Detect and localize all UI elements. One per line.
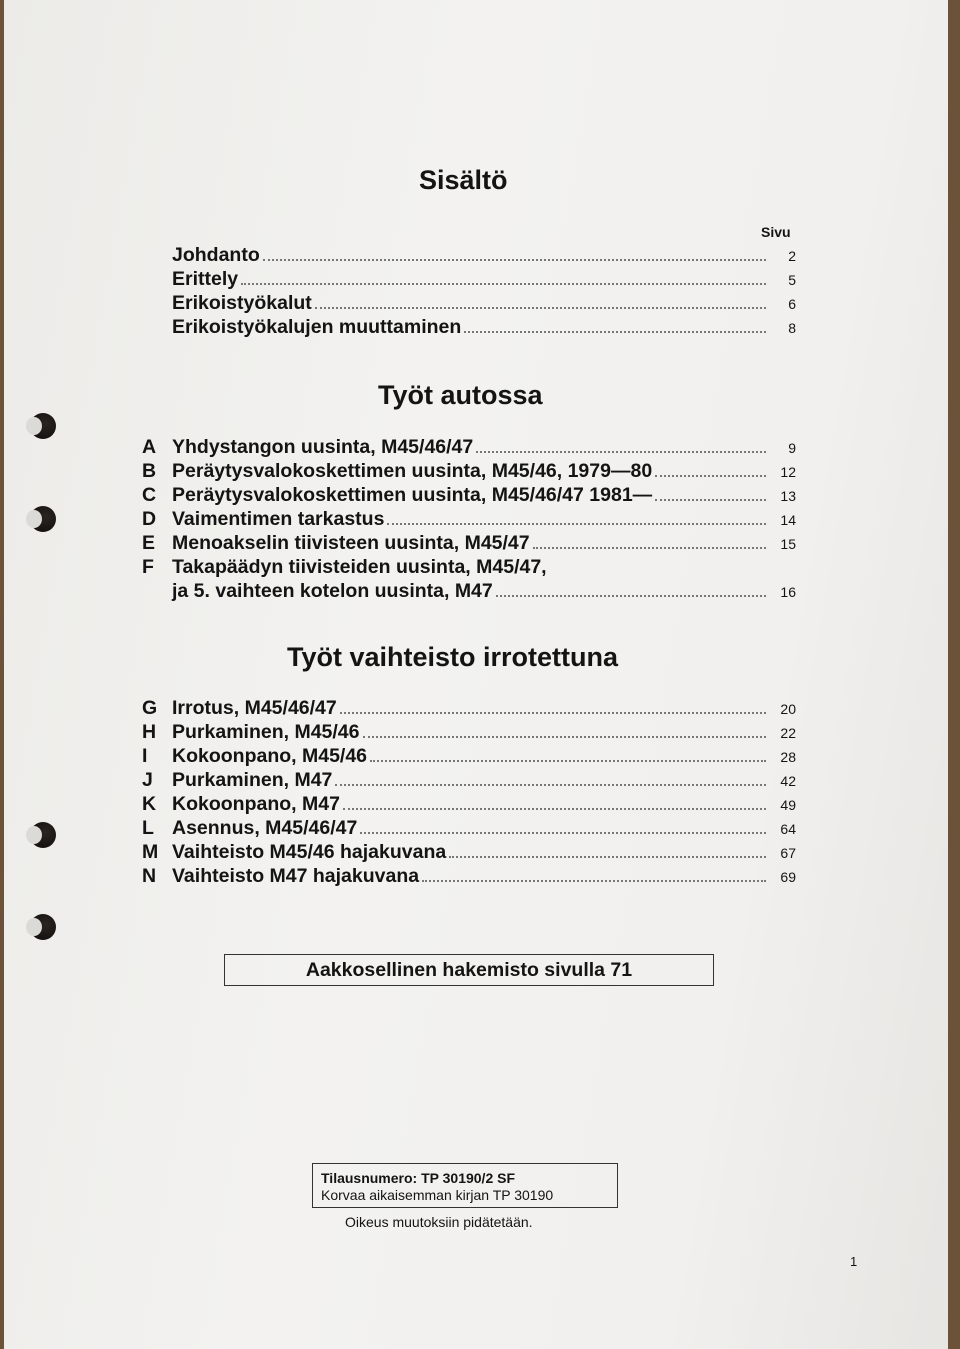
document-page [4,0,952,1349]
toc-letter: D [142,508,157,530]
dot-leader [655,499,766,501]
toc-page: 15 [780,536,796,552]
dot-leader [533,547,766,549]
toc-page: 9 [788,440,796,456]
toc-label: Purkaminen, M45/46 [172,721,360,743]
toc-page: 20 [780,701,796,717]
rights-note: Oikeus muutoksiin pidätetään. [345,1214,533,1230]
toc-label: Johdanto [172,244,260,266]
dot-leader [363,736,767,738]
order-number-box [312,1163,618,1208]
punch-hole-icon [30,506,56,532]
toc-label: Erittely [172,268,239,290]
dot-leader [315,307,766,309]
dot-leader [449,856,766,858]
toc-label: Kokoonpano, M47 [172,793,340,815]
toc-letter: A [142,436,157,458]
toc-row [142,697,796,721]
toc-letter: L [142,817,154,839]
toc-row [142,793,796,817]
toc-page: 12 [780,464,796,480]
section-heading: Työt autossa [378,380,543,410]
toc-page: 22 [780,725,796,741]
toc-row [142,721,796,745]
toc-label: Asennus, M45/46/47 [172,817,358,839]
dot-leader [360,832,766,834]
dot-leader [476,451,766,453]
toc-page: 16 [780,584,796,600]
toc-row [172,244,796,268]
toc-label: Purkaminen, M47 [172,769,333,791]
page-number: 1 [850,1254,858,1269]
dot-leader [370,760,766,762]
punch-hole-icon [30,822,56,848]
toc-row [172,292,796,316]
punch-hole-icon [30,413,56,439]
toc-page: 69 [780,869,796,885]
toc-row [142,745,796,769]
toc-page: 8 [788,320,796,336]
toc-letter: K [142,793,157,815]
toc-row [142,769,796,793]
dot-leader [340,712,766,714]
toc-label: ja 5. vaihteen kotelon uusinta, M47 [172,580,493,602]
toc-row [142,484,796,508]
toc-page: 28 [780,749,796,765]
punch-hole-icon [30,914,56,940]
toc-row [142,508,796,532]
toc-row [142,436,796,460]
toc-row [172,268,796,292]
toc-letter: N [142,865,157,887]
toc-letter: E [142,532,156,554]
toc-page: 6 [788,296,796,312]
toc-page: 13 [780,488,796,504]
dot-leader [263,259,766,261]
toc-row [142,532,796,556]
toc-page: 42 [780,773,796,789]
section-heading: Työt vaihteisto irrotettuna [287,642,619,672]
toc-label: Irrotus, M45/46/47 [172,697,337,719]
toc-row [142,865,796,889]
toc-label: Erikoistyökalujen muuttaminen [172,316,462,338]
toc-row [142,556,796,580]
toc-letter: C [142,484,157,506]
toc-label: Yhdystangon uusinta, M45/46/47 [172,436,474,458]
toc-label: Takapäädyn tiivisteiden uusinta, M45/47, [172,556,547,578]
dot-leader [343,808,766,810]
dot-leader [422,880,766,882]
toc-letter: J [142,769,153,791]
toc-letter: G [142,697,158,719]
index-reference-box: Aakkosellinen hakemisto sivulla 71 [224,954,714,986]
toc-page: 64 [780,821,796,837]
toc-row [142,460,796,484]
dot-leader [464,331,766,333]
toc-row [172,316,796,340]
order-number: Tilausnumero: TP 30190/2 SF [321,1170,516,1186]
toc-page: 2 [788,248,796,264]
dot-leader [387,523,766,525]
dot-leader [655,475,766,477]
toc-label: Peräytysvalokoskettimen uusinta, M45/46/47 1981— [172,484,653,506]
toc-letter: H [142,721,157,743]
toc-row [142,580,796,604]
replaces-note: Korvaa aikaisemman kirjan TP 30190 [321,1187,554,1203]
toc-label: Menoakselin tiivisteen uusinta, M45/47 [172,532,530,554]
toc-letter: B [142,460,157,482]
toc-letter: F [142,556,154,578]
toc-label: Vaihteisto M45/46 hajakuvana [172,841,447,863]
toc-page: 67 [780,845,796,861]
dot-leader [496,595,766,597]
toc-label: Vaihteisto M47 hajakuvana [172,865,420,887]
toc-row [142,817,796,841]
toc-label: Kokoonpano, M45/46 [172,745,368,767]
toc-label: Vaimentimen tarkastus [172,508,385,530]
toc-letter: M [142,841,159,863]
dot-leader [335,784,766,786]
toc-label: Peräytysvalokoskettimen uusinta, M45/46, 1979—80 [172,460,653,482]
page-column-header: Sivu [761,224,791,240]
background-edge [948,0,960,1349]
toc-page: 5 [788,272,796,288]
page-title: Sisältö [419,165,508,195]
toc-page: 49 [780,797,796,813]
toc-label: Erikoistyökalut [172,292,312,314]
toc-row [142,841,796,865]
toc-letter: I [142,745,148,767]
toc-page: 14 [780,512,796,528]
dot-leader [241,283,766,285]
